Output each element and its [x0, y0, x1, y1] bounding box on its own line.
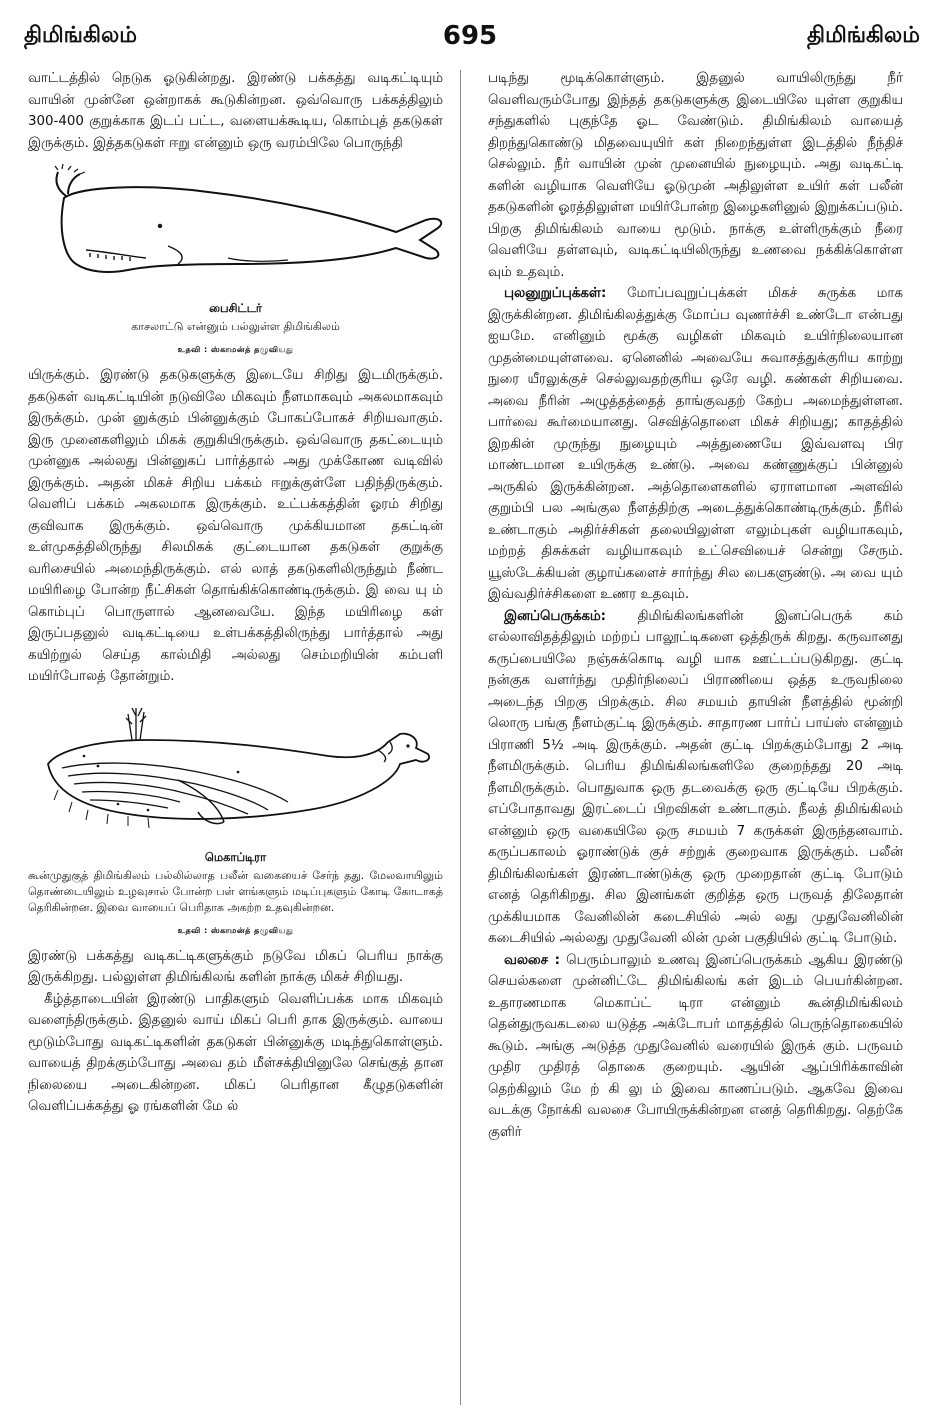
column-divider [460, 70, 461, 1405]
figure-caption: காசலாட்டு என்னும் பல்லுள்ள திமிங்கிலம் [131, 320, 340, 333]
page-number: 695 [442, 21, 498, 51]
section-heading: புலனுறுப்புக்கள்: [504, 286, 607, 301]
running-title-left: திமிங்கிலம் [24, 23, 137, 48]
humpback-whale-illustration [28, 694, 443, 844]
paragraph: படிந்து மூடிக்கொள்ளும். இதனுல் வாயிலிருந்து நீர் வெளிவரும்போது இந்தத் தகடுகளுக்கு இடையிலே யுள்ள குறுகிய சந்துகளில் புகுந்தே ஓட வேண்டும். திமிங்கிலம் வாயைத் திறந்துகொண்டு மிதவையுயிர் கள் நிறைந்துள்ள இடத்தில் நீந்திச் செல்லும். நீர் வாயின் முன் முனையில் நுழையும். அது வடிகட்டி களின் வழியாக வெளியே ஓடுமுன் அதிலுள்ள உயிர் கள் பலீன் தகடுகளின் ஓரத்திலுள்ள மயிர்போன்ற இழைகளினுல் இறுக்கப்படும். பிறகு திமிங்கிலம் வாயை மூடும். நாக்கு உள்ளிருக்கும் நீரை வெளியே தள்ளவும், வடிகட்டியிலிருந்து உணவை நக்கிக்கொள்ள வும் உதவும். [488, 71, 903, 280]
left-column [28, 68, 443, 1413]
figure-sperm-whale [28, 160, 443, 357]
figure-credit: உதவி : ஸ்காமன்த் தழுவியது [177, 345, 294, 354]
paragraph: வாட்டத்தில் நெடுக ஓடுகின்றது. இரண்டு பக்கத்து வடிகட்டியும் வாயின் முன்னே ஒன்றாகக் கூடுகின்றன. ஒவ்வொரு பக்கத்திலும் 300-400 குறுக்காக இடப் பட்ட, வளையக்கூடிய, கொம்புத் தகடுகள் இருக்கும். இத்தகடுகள் ஈறு என்னும் ஒரு வரம்பிலே பொருந்தி [28, 71, 443, 151]
paragraph-reproduction [488, 606, 903, 950]
section-heading: வலசை : [504, 952, 560, 968]
figure-title: மெகாப்டிரா [204, 849, 267, 864]
paragraph: இரண்டு பக்கத்து வடிகட்டிகளுக்கும் நடுவே மிகப் பெரிய நாக்கு இருக்கிறது. பல்லுள்ள திமிங்கிலங் களின் நாக்கு மிகச் சிறியது. [28, 948, 443, 985]
running-title-right: திமிங்கிலம் [807, 23, 920, 48]
section-heading: இனப்பெருக்கம்: [504, 608, 607, 624]
figure-title: பைசிட்டர் [209, 301, 262, 315]
paragraph-text: பெரும்பாலும் உணவு இனப்பெருக்கம் ஆகிய இரண்டு செயல்களை முன்னிட்டே திமிங்கிலங் கள் இடம் பெயர்கின்றன. உதாரணமாக மெகாப்ட் டிரா என்னும் கூன்திமிங்கிலம் தென்துருவகடலை யடுத்த அக்டோபர் மாதத்தில் பெருந்தொகையில் கூடும். அங்கு அடுத்த முதுவேனில் வரையில் இருக் கும். பருவம் முதிர முதிரத் தொகை குறையும். ஆயின் ஆப்பிரிக்காவின் தெற்கிலும் மே ற் கி லு ம் இவை காணப்படும். ஆகவே இவை வடக்கு நோக்கி வலசை போயிருக்கின்றன எனத் தெரிகிறது. தெற்கே குளிர் [488, 952, 903, 1140]
sperm-whale-illustration [28, 160, 443, 295]
paragraph-text: மோப்பவுறுப்புக்கள் மிகச் சுருக்க மாக இருக்கின்றன. திமிங்கிலத்துக்கு மோப்ப வுணர்ச்சி உண்டோ என்பது ஐயமே. எனினும் மூக்கு வழிகள் மிகவும் உயிர்நிலையான முதன்மையுள்ளவை. ஏனெனில் அவையே சுவாசத்துக்குரிய காற்று நுரை யீரலுக்குச் செல்லுவதற்குரிய ஒரே வழி. கண்கள் சிறியவை. அவை நீரின் அழுத்தத்தைத் தாங்குவதற் கேற்ப அமைந்துள்ளன. பார்வை கூர்மையானது. செவித்தொளை மிகச் சிறியது; காதத்தில் இறகின் முருந்து நுழையும் அத்துணையே இவ்வளவு பிர மாண்டமான உயிருக்கு உண்டு. அவை கண்ணுக்குப் பின்னுல் அருகில் இருக்கின்றன. அத்தொளைகளில் ஏராளமான அளவில் குறும்பி பல அங்குல நீளத்திற்கு அடைத்துக்கொண்டிருக்கும். நீரில் உண்டாகும் அதிர்ச்சிகள் தலையிலுள்ள எலும்புகள் வழியாகவும், மற்றத் திசுக்கள் வழியாகவும் உட்செவியைச் சென்று சேரும். யூஸ்டேக்கியன் குழாய்களைச் சார்ந்து சில பைகளுண்டு. அ வை யும் இவ்வதிர்ச்சிகளை உணர உதவும். [488, 286, 903, 602]
right-column [488, 68, 903, 1413]
figure-caption: கூன்முதுகுத் திமிங்கிலம் பல்லில்லாத பலீன் வகையைச் சேர்ந் தது. மேலவாயிலும் தொண்டையிலும் உழவுசால் போன்ற பள் ளங்களும் மடிப்புகளும் கோடி கோடாகத் தெரிகின்றன. இவை வாயைப் பெரிதாக அகற்ற உதவுகின்றன. [28, 868, 443, 914]
figure-humpback-whale [28, 694, 443, 938]
page-header [20, 22, 920, 56]
paragraph-text: திமிங்கிலங்களின் இனப்பெருக் கம் எல்லாவிதத்திலும் மற்றப் பாலூட்டிகளை ஒத்திருக் கிறது. கருவானது கருப்பையிலே நஞ்சுக்கொடி வழி யாக ஊட்டப்படுகிறது. குட்டி நன்குக வளர்ந்து முதிர்நிலைப் பிராணியை ஒத்த உருவநிலை அடைந்த பிறகு பிறக்கும். சில சமயம் தாயின் நீளத்தில் மூன்றி லொரு பங்கு நீளம்குட்டி இருக்கும். சாதாரண பார்ப் பாய்ஸ் என்னும் பிராணி 5½ அடி இருக்கும். அதன் குட்டி பிறக்கும்போது 2 அடி நீளமிருக்கும். பெரிய திமிங்கிலங்களிலே குறைந்தது 20 அடி நீளமிருக்கும். பொதுவாக ஒரு தடவைக்கு ஒரு குட்டியே பிறக்கும். எப்போதாவது இரட்டைப் பிறவிகள் உண்டாகும். நீலத் திமிங்கிலம் என்னும் ஒரு வகையிலே ஒரு சமயம் 7 கருக்கள் இருந்தனவாம். கருப்பகாலம் ஓராண்டுக் குச் சற்றுக் குறைவாக இருக்கும். பலீன் திமிங்கிலங்கள் இரண்டாண்டுக்கு ஒரு முறைதான் குட்டி போடும் எனத் தெரிகிறது. சில இனங்கள் குறித்த ஒரு பருவத் திலேதான் முக்கியமாக வேனிலின் கடைசியில் அல் லது முதுவேனிலின் கடைசியில் அல்லது முதுவேனி லின் முன் பகுதியில் குட்டி போடும். [488, 608, 903, 946]
paragraph: கீழ்த்தாடையின் இரண்டு பாதிகளும் வெளிப்பக்க மாக மிகவும் வளைந்திருக்கும். இதனுல் வாய் மிகப் பெரி தாக இருக்கும். வாயை மூடும்போது வடிகட்டிகளின் தகடுகள் பின்னுக்கு மடிந்துகொள்ளும். வாயைத் திறக்கும்போது அவை தம் மீள்சக்தியினுலே செங்குத் தான நிலையை அடைகின்றன. மிகப் பெரிதான கீழுதடுகளின் வெளிப்பக்கத்து ஓ ரங்களின் மே ல் [28, 991, 443, 1114]
paragraph-migration [488, 950, 903, 1144]
figure-credit: உதவி : ஸ்காமன்த் தழுவியது [177, 925, 294, 935]
paragraph: யிருக்கும். இரண்டு தகடுகளுக்கு இடையே சிறிது இடமிருக்கும். தகடுகள் வடிகட்டியின் நடுவிலே மிகவும் நீளமாகவும் அகலமாகவும் இருக்கும். முன் னுக்கும் பின்னுக்கும் போகப்போகச் சிறியவாகும். இரு முனைகளிலும் மிகக் குறுகியிருக்கும். ஒவ்வொரு தகட்டையும் முன்னுக அல்லது பின்னுகப் பார்த்தால் அது முக்கோண வடிவில் இருக்கும். அதன் மிகச் சிறிய பக்கம் ஈறுக்குள்ளே பதிந்திருக்கும். வெளிப் பக்கம் அகலமாக இருக்கும். உட்பக்கத்தின் ஓரம் சிறிது குவிவாக இருக்கும். ஒவ்வொரு முக்கியமான தகட்டின் உள்முகத்திலிருந்து சிலமிகக் குட்டையான தகடுகள் குறுக்கு வரிசையில் அமைந்திருக்கும். எல் லாத் தகடுகளிலிருந்தும் நீண்ட மயிரிழை போன்ற நீட்சிகள் தொங்கிக்கொண்டிருக்கும். இ வை யு ம் கொம்புப் பொருளால் ஆனவையே. இந்த மயிரிழை கள் இருப்பதனுல் வடிகட்டியை உள்பக்கத்திலிருந்து பார்த்தால் அது கயிற்றுல் செய்த கால்மிதி அல்லது செம்மறியின் கம்பளி மயிர்போலத் தோன்றும். [28, 368, 443, 684]
paragraph-senses [488, 283, 903, 606]
